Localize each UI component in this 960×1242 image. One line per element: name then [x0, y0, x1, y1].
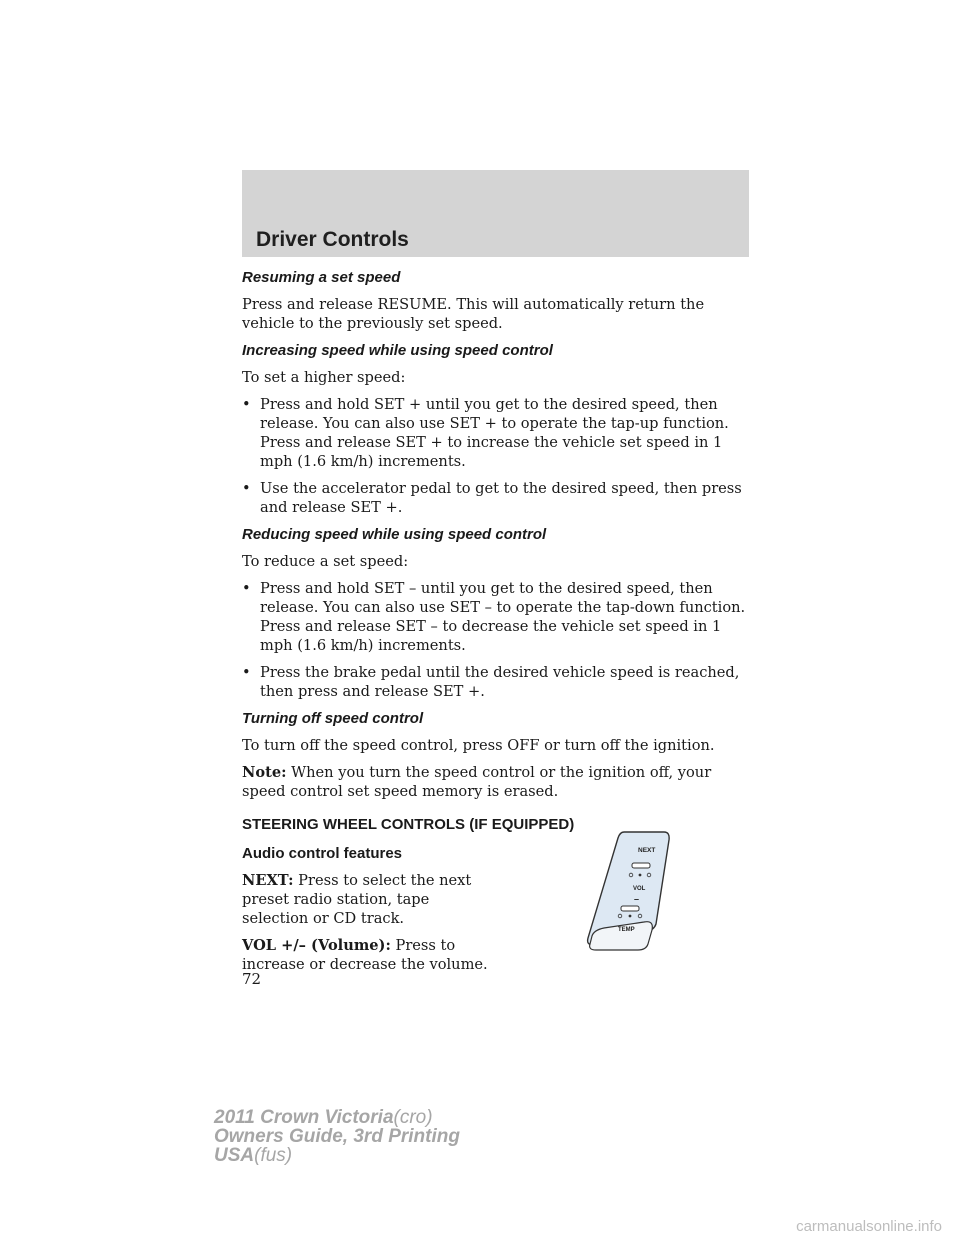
page-number: 72 — [242, 970, 262, 988]
reduce-bullet-2 — [242, 663, 752, 701]
bullet-text: Press the brake pedal until the desired vehicle speed is reached, then press and release SET +. — [260, 664, 740, 700]
bullet-text: Use the accelerator pedal to get to the desired speed, then press and release SET +. — [260, 480, 742, 516]
next-label: NEXT: — [242, 872, 294, 889]
minus-label-graphic: – — [634, 894, 640, 904]
temp-label-graphic: TEMP — [618, 927, 635, 933]
bullet-text: Press and hold SET + until you get to the desired speed, then release. You can also use SET + to operate the tap-up function. Press and release SET + to increase the vehicle set speed in 1 mph (1.6 km/h) increments. — [260, 396, 729, 470]
footer-line-1 — [214, 1108, 460, 1127]
resume-subheading: Resuming a set speed — [242, 269, 401, 286]
off-subheading: Turning off speed control — [242, 710, 424, 727]
audio-heading: Audio control features — [242, 845, 403, 862]
reduce-bullet-1 — [242, 579, 752, 655]
page-content — [242, 268, 752, 982]
watermark-text: carmanualsonline.info — [796, 1218, 942, 1235]
bullet-glyph: • — [242, 664, 251, 681]
note-paragraph — [242, 763, 752, 801]
reduce-subheading: Reducing speed while using speed control — [242, 526, 547, 543]
indicator-dot — [629, 915, 632, 918]
footer-model-code: (cro) — [393, 1107, 433, 1128]
vol-label: VOL +/– (Volume): — [242, 937, 391, 954]
footer-market: USA — [214, 1145, 255, 1166]
off-paragraph: To turn off the speed control, press OFF or turn off the ignition. — [242, 737, 715, 754]
increase-bullet-1 — [242, 395, 752, 471]
footer-line-2: Owners Guide, 3rd Printing — [214, 1126, 460, 1147]
footer-market-code: (fus) — [254, 1145, 293, 1166]
note-text: When you turn the speed control or the ignition off, your speed control set speed memory is erased. — [242, 764, 712, 800]
footer-line-3 — [214, 1146, 460, 1165]
increase-intro: To set a higher speed: — [242, 369, 406, 386]
reduce-intro: To reduce a set speed: — [242, 553, 409, 570]
next-paragraph — [242, 871, 492, 928]
note-label: Note: — [242, 764, 287, 781]
bullet-glyph: • — [242, 580, 251, 597]
vol-label-graphic: VOL — [633, 886, 646, 892]
resume-paragraph: Press and release RESUME. This will automatically return the vehicle to the previously set speed. — [242, 296, 705, 332]
section-title: Driver Controls — [256, 228, 409, 251]
bullet-glyph: • — [242, 396, 251, 413]
vol-paragraph — [242, 936, 492, 974]
bullet-glyph: • — [242, 480, 251, 497]
next-button-label: NEXT — [638, 847, 656, 854]
vol-text: Press to increase or decrease the volume. — [242, 937, 488, 973]
footer-model: 2011 Crown Victoria — [214, 1107, 394, 1128]
section-header-band — [242, 170, 749, 257]
next-text: Press to select the next preset radio station, tape selection or CD track. — [242, 872, 472, 927]
next-button — [632, 863, 650, 868]
steering-heading: STEERING WHEEL CONTROLS (IF EQUIPPED) — [242, 816, 575, 833]
print-footer — [214, 1108, 460, 1165]
steering-control-illustration — [584, 830, 670, 952]
vol-minus-button — [621, 906, 639, 911]
increase-subheading: Increasing speed while using speed control — [242, 342, 553, 359]
increase-bullet-2 — [242, 479, 752, 517]
indicator-dot — [639, 874, 642, 877]
bullet-text: Press and hold SET – until you get to the desired speed, then release. You can also use SET – to operate the tap-down function. Press and release SET – to decrease the vehicle set speed in 1 mph (1.6 km/h) increments. — [260, 580, 746, 654]
